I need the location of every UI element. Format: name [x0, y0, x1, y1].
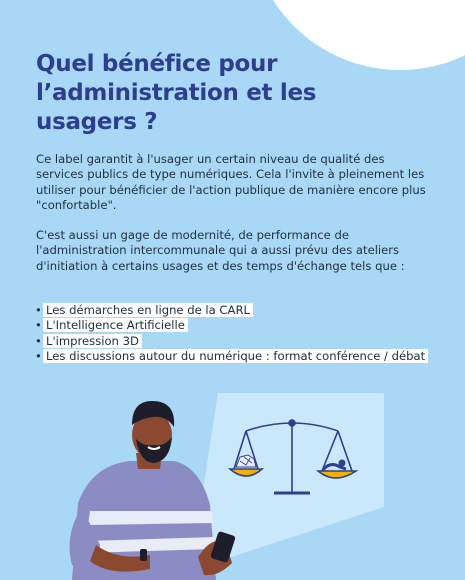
list-item — [36, 303, 436, 318]
list-item — [36, 318, 436, 333]
illustration — [0, 385, 465, 580]
list-item — [36, 334, 436, 349]
workshop-list — [36, 303, 436, 365]
list-item-label: L'Intelligence Artificielle — [43, 318, 188, 332]
list-item-label: Les démarches en ligne de la CARL — [43, 303, 253, 317]
list-item-label: L'impression 3D — [43, 334, 142, 348]
page-title: Quel bénéfice pour l’administration et les usagers ? — [36, 51, 317, 135]
list-item-label: Les discussions autour du numérique : format conférence / débat — [43, 349, 428, 363]
modernity-paragraph: C'est aussi un gage de modernité, de performance de l'administration intercommunale qui a aussi prévu des ateliers d'initiation à certains usages et des temps d'échange tels que : — [36, 228, 405, 273]
list-item — [36, 349, 436, 364]
intro-paragraph: Ce label garantit à l'usager un certain niveau de qualité des services publics de type numériques. Cela l'invite à pleinement les utiliser pour bénéficier de l'action publique de manière encore plus "confortable". — [36, 152, 426, 213]
